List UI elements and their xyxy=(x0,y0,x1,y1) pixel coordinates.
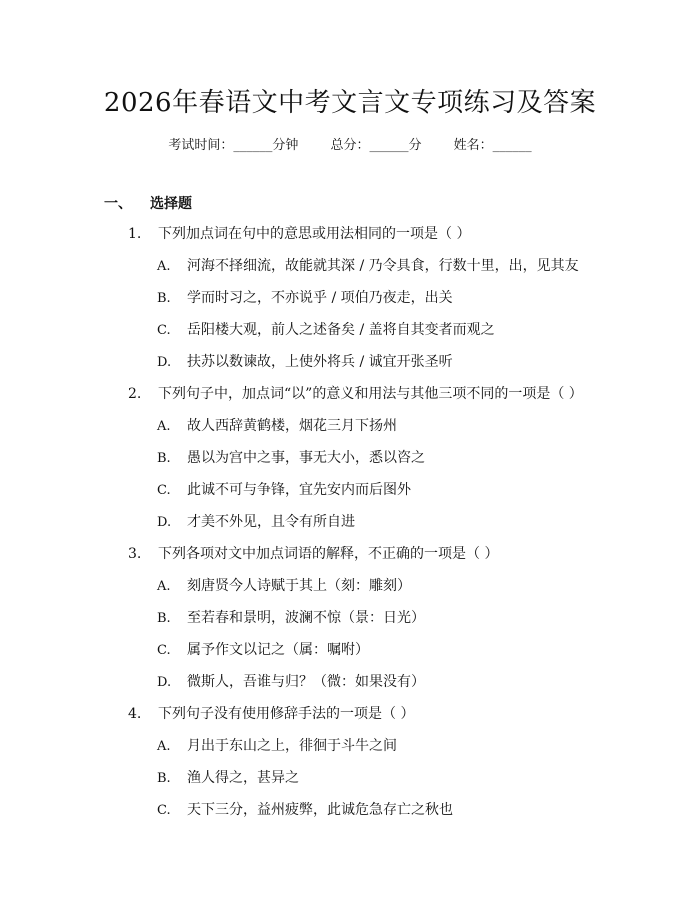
option-text: 才美不外见，且令有所自进 xyxy=(187,514,355,530)
option-letter: B. xyxy=(157,611,171,626)
option-letter: C. xyxy=(157,323,171,338)
option-text: 此诚不可与争锋，宜先安内而后图外 xyxy=(187,482,411,498)
option-2b xyxy=(157,447,425,467)
option-4a xyxy=(157,735,397,755)
option-letter: B. xyxy=(157,451,171,466)
option-text: 愚以为宫中之事，事无大小，悉以咨之 xyxy=(187,450,425,466)
section-label: 选择题 xyxy=(150,196,192,212)
option-letter: A. xyxy=(157,419,171,434)
student-name-field: 姓名：______ xyxy=(453,138,532,153)
question-text: 下列各项对文中加点词语的解释，不正确的一项是（ ） xyxy=(158,546,499,562)
option-text: 微斯人，吾谁与归？（微：如果没有） xyxy=(187,674,425,690)
option-text: 属予作文以记之（属：嘱咐） xyxy=(187,642,369,658)
option-2d xyxy=(157,511,355,531)
option-text: 至若春和景明，波澜不惊（景：日光） xyxy=(187,610,425,626)
option-text: 学而时习之，不亦说乎 / 项伯乃夜走，出关 xyxy=(187,290,453,306)
option-letter: C. xyxy=(157,803,171,818)
question-2 xyxy=(128,383,583,403)
option-letter: D. xyxy=(157,355,172,370)
question-number: 4. xyxy=(128,706,142,722)
option-1a xyxy=(157,255,579,275)
option-1d xyxy=(157,351,453,371)
question-3 xyxy=(128,543,498,563)
option-letter: C. xyxy=(157,643,171,658)
option-text: 渔人得之，甚异之 xyxy=(187,770,299,786)
exam-meta xyxy=(0,134,700,153)
option-text: 河海不择细流，故能就其深 / 乃令具食，行数十里，出，见其友 xyxy=(187,258,579,274)
question-text: 下列加点词在句中的意思或用法相同的一项是（ ） xyxy=(158,226,471,242)
question-text: 下列句子没有使用修辞手法的一项是（ ） xyxy=(158,706,415,722)
document-title: 2026年春语文中考文言文专项练习及答案 xyxy=(103,88,597,118)
option-text: 刻唐贤今人诗赋于其上（刻：雕刻） xyxy=(187,578,411,594)
question-number: 3. xyxy=(128,546,142,562)
total-score-field: 总分：______分 xyxy=(330,138,422,153)
option-text: 扶苏以数谏故，上使外将兵 / 诚宜开张圣听 xyxy=(187,354,453,370)
option-letter: A. xyxy=(157,739,171,754)
option-letter: D. xyxy=(157,675,172,690)
section-heading xyxy=(104,193,192,213)
option-letter: C. xyxy=(157,483,171,498)
option-text: 月出于东山之上，徘徊于斗牛之间 xyxy=(187,738,397,754)
question-number: 1. xyxy=(128,226,142,242)
option-1b xyxy=(157,287,453,307)
option-4c xyxy=(157,799,453,819)
option-text: 岳阳楼大观，前人之述备矣 / 盖将自其变者而观之 xyxy=(187,322,495,338)
section-number: 一、 xyxy=(104,196,132,212)
option-text: 故人西辞黄鹤楼，烟花三月下扬州 xyxy=(187,418,397,434)
question-number: 2. xyxy=(128,386,142,402)
option-3c xyxy=(157,639,369,659)
option-2c xyxy=(157,479,411,499)
option-letter: A. xyxy=(157,579,171,594)
option-4b xyxy=(157,767,299,787)
option-letter: D. xyxy=(157,515,172,530)
option-letter: B. xyxy=(157,771,171,786)
option-letter: A. xyxy=(157,259,171,274)
exam-time-field: 考试时间：______分钟 xyxy=(168,138,299,153)
question-1 xyxy=(128,223,470,243)
option-3d xyxy=(157,671,425,691)
option-1c xyxy=(157,319,495,339)
option-text: 天下三分，益州疲弊，此诚危急存亡之秋也 xyxy=(187,802,453,818)
option-3a xyxy=(157,575,411,595)
option-3b xyxy=(157,607,425,627)
option-2a xyxy=(157,415,397,435)
question-text: 下列句子中，加点词“以”的意义和用法与其他三项不同的一项是（ ） xyxy=(158,386,583,402)
option-letter: B. xyxy=(157,291,171,306)
question-4 xyxy=(128,703,414,723)
